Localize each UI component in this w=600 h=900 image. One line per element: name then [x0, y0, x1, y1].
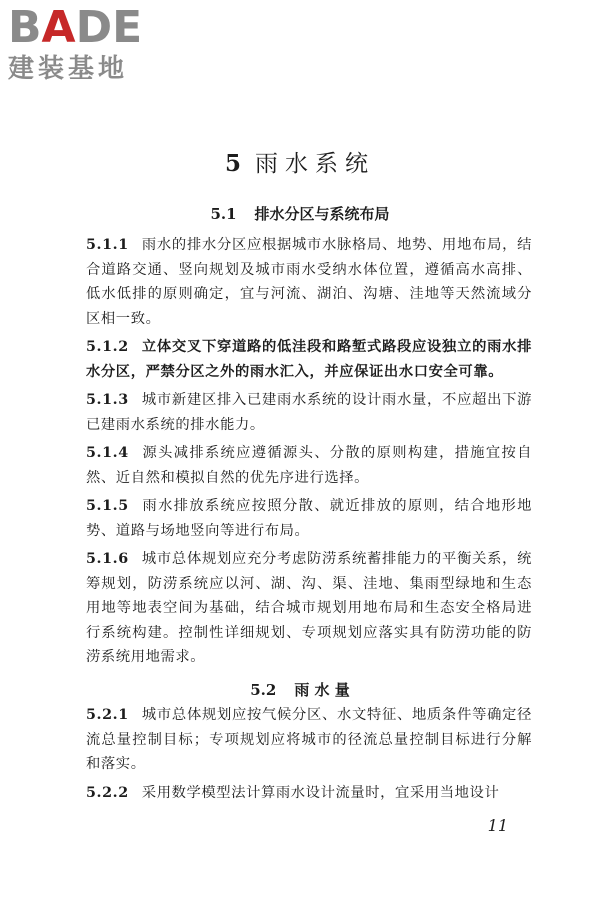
clause-number: 5.2.1	[86, 707, 129, 723]
clause-5-1-6	[86, 547, 532, 670]
clause-5-1-2	[86, 335, 532, 384]
logo-letter-e: E	[112, 2, 143, 53]
clause-number: 5.1.6	[86, 551, 129, 567]
clause-number: 5.1.3	[86, 392, 129, 408]
clause-text: 源头减排系统应遵循源头、分散的原则构建，措施宜按自然、近自然和模拟自然的优先序进行选择。	[86, 445, 532, 486]
clause-5-1-5	[86, 494, 532, 543]
clause-text: 雨水排放系统应按照分散、就近排放的原则，结合地形地势、道路与场地竖向等进行布局。	[86, 498, 532, 539]
chapter-title	[0, 145, 600, 178]
clause-text: 城市总体规划应充分考虑防涝系统蓄排能力的平衡关系，统筹规划，防涝系统应以河、湖、沟、渠、洼地、集雨型绿地和生态用地等地表空间为基础，结合城市规划用地布局和生态安全格局进行系统构建。控制性详细规划、专项规划应落实具有防涝功能的防涝系统用地需求。	[86, 551, 532, 665]
clause-5-1-4	[86, 441, 532, 490]
logo-wordmark	[8, 2, 178, 53]
clause-number: 5.1.4	[86, 445, 129, 461]
section-title-5-1	[0, 203, 600, 224]
clause-number: 5.2.2	[86, 784, 129, 801]
clause-5-1-3	[86, 388, 532, 437]
section-5-2-clauses	[86, 703, 532, 809]
section-number: 5.1	[210, 205, 237, 223]
logo-letter-a: A	[41, 2, 76, 53]
clause-number: 5.1.5	[86, 498, 129, 514]
section-title-5-2	[0, 679, 600, 700]
chapter-number: 5	[224, 150, 241, 177]
clause-text: 雨水的排水分区应根据城市水脉格局、地势、用地布局，结合道路交通、竖向规划及城市雨水受纳水体位置，遵循高水高排、低水低排的原则确定，宜与河流、湖泊、沟塘、洼地等天然流域分区相一致。	[86, 237, 532, 327]
logo-letter-d: D	[75, 2, 113, 53]
clause-text: 城市总体规划应按气候分区、水文特征、地质条件等确定径流总量控制目标；专项规划应将城市的径流总量控制目标进行分解和落实。	[86, 707, 532, 772]
chapter-name: 雨水系统	[255, 151, 375, 177]
section-5-1-clauses	[86, 233, 532, 674]
clause-5-2-1	[86, 703, 532, 777]
clause-5-1-1	[86, 233, 532, 331]
clause-text: 立体交叉下穿道路的低洼段和路堑式路段应设独立的雨水排水分区，严禁分区之外的雨水汇入，并应保证出水口安全可靠。	[86, 339, 532, 380]
bade-logo	[8, 2, 178, 92]
clause-number: 5.1.2	[86, 339, 129, 355]
clause-number: 5.1.1	[86, 237, 129, 253]
section-name: 雨 水 量	[294, 681, 350, 699]
section-number: 5.2	[250, 681, 277, 699]
clause-text: 采用数学模型法计算雨水设计流量时，宜采用当地设计	[141, 784, 500, 801]
section-name: 排水分区与系统布局	[254, 205, 390, 223]
clause-text: 城市新建区排入已建雨水系统的设计雨水量，不应超出下游已建雨水系统的排水能力。	[86, 392, 532, 433]
clause-5-2-2	[86, 781, 532, 806]
logo-letter-b: B	[8, 2, 42, 53]
logo-subtitle: 建装基地	[8, 54, 129, 84]
page-number: 11	[487, 816, 508, 835]
